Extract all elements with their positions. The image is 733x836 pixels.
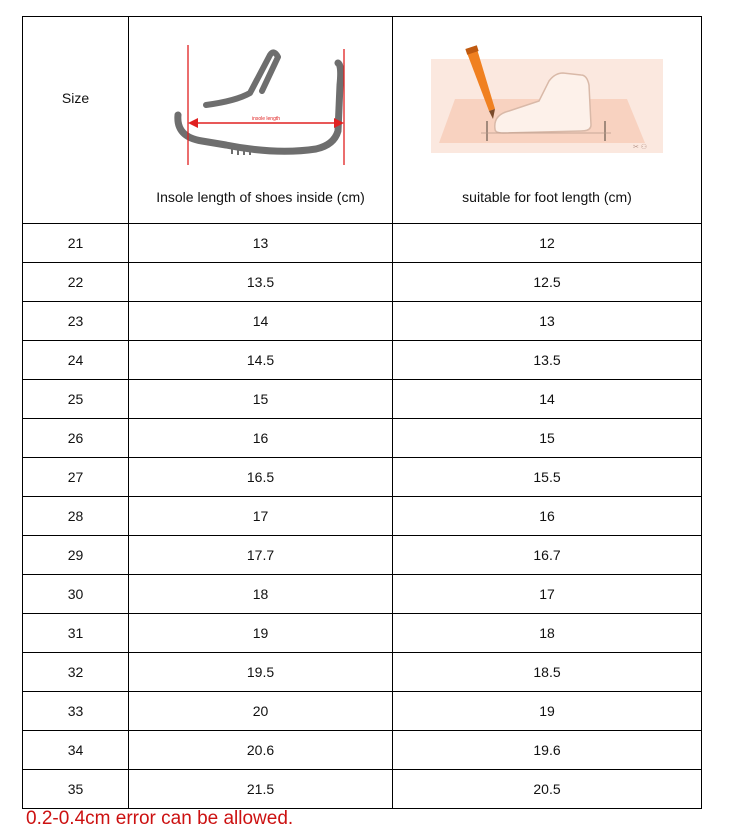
insole-length-cell: 13.5 [129, 263, 393, 302]
insole-length-cell: 20 [129, 692, 393, 731]
insole-length-cell: 19.5 [129, 653, 393, 692]
size-cell: 34 [23, 731, 129, 770]
size-cell: 33 [23, 692, 129, 731]
table-row [23, 731, 702, 770]
insole-header-label: Insole length of shoes inside (cm) [156, 189, 365, 205]
arrow-left-icon [188, 118, 198, 128]
foot-length-cell: 16 [393, 497, 702, 536]
insole-length-cell: 14 [129, 302, 393, 341]
foot-header-label: suitable for foot length (cm) [462, 189, 632, 205]
insole-header-cell [129, 17, 393, 224]
table-row [23, 341, 702, 380]
foot-length-cell: 15.5 [393, 458, 702, 497]
size-cell: 28 [23, 497, 129, 536]
table-row [23, 497, 702, 536]
watermark-icon: ✂ ⚇ [633, 144, 648, 151]
size-header-cell [23, 17, 129, 224]
size-cell: 22 [23, 263, 129, 302]
insole-length-cell: 19 [129, 614, 393, 653]
insole-length-cell: 14.5 [129, 341, 393, 380]
insole-length-cell: 21.5 [129, 770, 393, 809]
foot-length-cell: 18.5 [393, 653, 702, 692]
size-cell: 23 [23, 302, 129, 341]
insole-length-cell: 16.5 [129, 458, 393, 497]
table-row [23, 692, 702, 731]
foot-length-cell: 17 [393, 575, 702, 614]
tolerance-note: 0.2-0.4cm error can be allowed. [26, 808, 294, 829]
foot-length-cell: 19.6 [393, 731, 702, 770]
size-cell: 32 [23, 653, 129, 692]
size-chart-table [22, 16, 702, 809]
insole-length-cell: 13 [129, 224, 393, 263]
size-cell: 31 [23, 614, 129, 653]
table-row [23, 458, 702, 497]
table-row [23, 536, 702, 575]
size-cell: 24 [23, 341, 129, 380]
size-cell: 21 [23, 224, 129, 263]
table-row [23, 263, 702, 302]
table-row [23, 419, 702, 458]
foot-length-cell: 20.5 [393, 770, 702, 809]
table-row [23, 224, 702, 263]
foot-length-cell: 19 [393, 692, 702, 731]
header-row [23, 17, 702, 224]
size-cell: 35 [23, 770, 129, 809]
size-chart-body [23, 17, 702, 809]
size-cell: 27 [23, 458, 129, 497]
insole-length-cell: 17 [129, 497, 393, 536]
insole-length-cell: 20.6 [129, 731, 393, 770]
foot-length-cell: 12 [393, 224, 702, 263]
foot-length-cell: 13 [393, 302, 702, 341]
table-row [23, 380, 702, 419]
shoe-strap-icon [206, 52, 278, 105]
size-cell: 29 [23, 536, 129, 575]
table-row [23, 302, 702, 341]
foot-length-cell: 15 [393, 419, 702, 458]
foot-measure-diagram [431, 45, 663, 155]
insole-diagram-label: insole length [251, 116, 280, 122]
foot-length-cell: 14 [393, 380, 702, 419]
foot-length-cell: 12.5 [393, 263, 702, 302]
table-row [23, 653, 702, 692]
insole-length-cell: 17.7 [129, 536, 393, 575]
table-row [23, 614, 702, 653]
size-header-label: Size [61, 90, 90, 106]
foot-length-cell: 16.7 [393, 536, 702, 575]
size-cell: 30 [23, 575, 129, 614]
foot-length-cell: 18 [393, 614, 702, 653]
shoe-insole-diagram [166, 45, 356, 173]
foot-length-cell: 13.5 [393, 341, 702, 380]
size-cell: 26 [23, 419, 129, 458]
insole-length-cell: 18 [129, 575, 393, 614]
table-row [23, 770, 702, 809]
foot-header-cell [393, 17, 702, 224]
table-row [23, 575, 702, 614]
insole-length-cell: 15 [129, 380, 393, 419]
size-cell: 25 [23, 380, 129, 419]
insole-length-cell: 16 [129, 419, 393, 458]
